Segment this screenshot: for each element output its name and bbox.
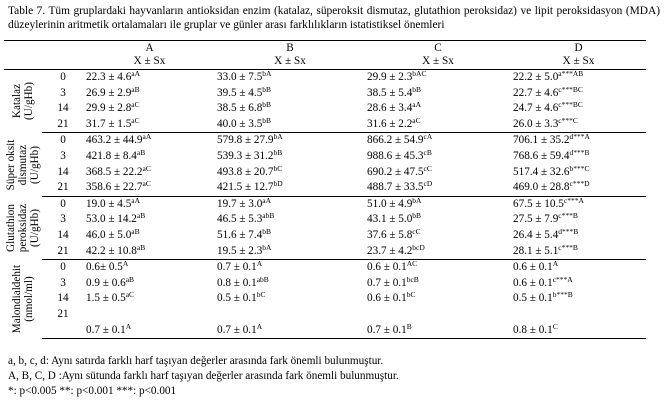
significance-letters: c***A <box>563 195 584 205</box>
value-cell <box>365 291 511 307</box>
mean-sd-value: 33.0 ± 7.5 <box>217 71 263 83</box>
mean-sd-value: 19.7 ± 3.0 <box>217 197 263 210</box>
value-cell <box>84 212 215 228</box>
significance-letters: bD <box>273 179 283 189</box>
value-cell <box>215 323 365 339</box>
mean-sd-value: 29.9 ± 2.8 <box>86 102 132 115</box>
significance-letters: bB <box>273 147 283 157</box>
mean-sd-value: 0.6 ± 0.1 <box>513 261 553 274</box>
mean-sd-value: 0.9 ± 0.6 <box>86 276 126 289</box>
significance-letters: cC <box>423 163 432 173</box>
stat-label: X ± Sx <box>511 55 646 70</box>
table-row <box>4 260 646 276</box>
value-cell <box>215 133 365 149</box>
significance-letters: aC <box>125 290 135 300</box>
value-cell <box>84 149 215 165</box>
day-cell: 21 <box>57 307 69 320</box>
day-cell: 0 <box>60 197 66 210</box>
significance-letters: aA <box>131 69 141 78</box>
mean-sd-value: 0.7 ± 0.1 <box>86 323 126 336</box>
value-cell <box>511 70 646 86</box>
value-cell <box>365 260 511 276</box>
significance-letters: d***A <box>569 132 590 142</box>
value-cell <box>215 244 365 260</box>
significance-letters: aA <box>262 195 272 205</box>
table-header <box>4 41 646 70</box>
stat-label: X ± Sx <box>84 55 215 70</box>
mean-sd-value: 517.4 ± 32.6 <box>513 165 570 178</box>
mean-sd-value: 866.2 ± 54.9 <box>367 134 424 147</box>
mean-sd-value: 368.5 ± 22.2 <box>86 165 143 178</box>
mean-sd-value: 27.5 ± 7.9 <box>513 213 559 226</box>
value-cell <box>365 133 511 149</box>
significance-letters: bcD <box>412 242 425 252</box>
significance-letters: A <box>552 259 559 269</box>
significance-letters: bA <box>262 242 272 252</box>
value-cell <box>215 70 365 86</box>
value-cell <box>365 244 511 260</box>
significance-letters: cC <box>412 226 421 236</box>
mean-sd-value: 539.3 ± 31.2 <box>217 149 274 162</box>
mean-sd-value: 46.5 ± 5.3 <box>217 213 263 226</box>
mean-sd-value: 28.6 ± 3.4 <box>367 102 413 115</box>
mean-sd-value: 0.7 ± 0.1 <box>217 323 257 336</box>
group-label-line: peroksidaz <box>17 203 29 253</box>
day-cell: 21 <box>42 180 84 196</box>
value-cell <box>365 228 511 244</box>
value-cell <box>215 149 365 165</box>
significance-letters: bC <box>406 290 416 300</box>
significance-letters: aB <box>125 274 135 284</box>
significance-letters: bcB <box>406 274 419 284</box>
mean-sd-value: 38.5 ± 5.4 <box>367 86 413 99</box>
significance-letters: aB <box>131 226 140 236</box>
mean-sd-value: 0.8 ± 0.1 <box>513 323 553 336</box>
value-cell <box>511 101 646 117</box>
mean-sd-value: 40.0 ± 3.5 <box>217 117 263 130</box>
value-cell <box>84 276 215 292</box>
mean-sd-value: 0.7 ± 0.1 <box>367 323 407 336</box>
day-cell: 3 <box>60 276 66 289</box>
mean-sd-value: 22.3 ± 4.6 <box>86 71 132 83</box>
table-row <box>4 276 646 292</box>
group-1 <box>4 70 646 133</box>
significance-letters: b***C <box>569 163 590 173</box>
significance-letters: bA <box>273 132 283 142</box>
group-label-line: Malondialdehit <box>11 264 23 334</box>
value-cell <box>365 323 511 339</box>
mean-sd-value: 706.1 ± 35.2 <box>513 134 570 147</box>
table-row <box>4 307 646 323</box>
significance-letters: aC <box>131 115 140 125</box>
group-4 <box>4 260 646 339</box>
mean-sd-value: 1.5 ± 0.5 <box>86 292 126 305</box>
significance-letters: aA <box>412 100 422 110</box>
mean-sd-value: 39.5 ± 4.5 <box>217 86 263 99</box>
significance-letters: A <box>125 321 132 331</box>
significance-letters: A <box>122 259 129 269</box>
results-table <box>4 40 646 339</box>
mean-sd-value: 26.4 ± 5.4 <box>513 228 559 241</box>
group-label-line: Katalaz <box>11 84 23 119</box>
value-cell <box>511 196 646 212</box>
mean-sd-value: 0.7 ± 0.1 <box>217 261 257 274</box>
mean-sd-value: 469.0 ± 28.8 <box>513 181 570 194</box>
group-2 <box>4 133 646 196</box>
mean-sd-value: 51.6 ± 7.4 <box>217 228 263 241</box>
column-header-d: D <box>511 41 646 56</box>
footnote-column-letters: A, B, C, D :Aynı sütunda farklı harf taşıyan değerler arasında fark önemli bulunmuştur. <box>8 370 399 382</box>
value-cell <box>84 260 215 276</box>
significance-letters: b***B <box>552 290 573 300</box>
value-cell <box>365 117 511 133</box>
significance-letters: c***C <box>558 115 578 125</box>
significance-letters: bB <box>262 84 272 94</box>
value-cell <box>215 276 365 292</box>
table-row <box>4 149 646 165</box>
value-cell <box>215 291 365 307</box>
value-cell <box>84 228 215 244</box>
group-label-line: dismutaz <box>17 144 29 185</box>
mean-sd-value: 579.8 ± 27.9 <box>217 134 274 147</box>
column-header-a: A <box>84 41 215 56</box>
table-row <box>4 70 646 86</box>
significance-letters: aC <box>142 163 151 173</box>
mean-sd-value: 24.7 ± 4.6 <box>513 102 559 115</box>
group-label-line: Glutathion <box>5 204 17 252</box>
column-header-b: B <box>215 41 365 56</box>
mean-sd-value: 0.6± 0.5 <box>86 261 123 274</box>
significance-letters: aA <box>131 195 141 205</box>
significance-letters: aA <box>142 132 152 142</box>
mean-sd-value: 23.7 ± 4.2 <box>367 244 413 257</box>
day-cell: 0 <box>60 134 66 147</box>
significance-letters: C <box>552 321 558 331</box>
significance-letters: bC <box>273 163 283 173</box>
mean-sd-value: 0.6 ± 0.1 <box>367 292 407 305</box>
value-cell <box>215 196 365 212</box>
significance-letters: c***A <box>552 274 573 284</box>
day-cell <box>42 323 84 339</box>
column-header-c: C <box>365 41 511 56</box>
value-cell <box>84 180 215 196</box>
value-cell <box>215 307 365 323</box>
significance-letters: A <box>256 321 263 331</box>
value-cell <box>84 307 215 323</box>
significance-letters: cB <box>423 147 432 157</box>
significance-letters: abB <box>256 274 269 284</box>
mean-sd-value: 42.2 ± 10.8 <box>86 244 137 257</box>
significance-letters: bB <box>262 115 272 125</box>
significance-letters: c***BC <box>558 100 583 110</box>
group-label-line: (U/gHb) <box>23 82 35 121</box>
day-cell: 0 <box>60 71 66 83</box>
significance-letters: bA <box>262 69 272 78</box>
significance-letters: c***B <box>558 242 578 252</box>
table-row <box>4 244 646 260</box>
table-row <box>4 86 646 102</box>
significance-letters: bB <box>262 100 272 110</box>
significance-letters: abB <box>262 211 275 221</box>
table-row <box>4 101 646 117</box>
mean-sd-value: 988.6 ± 45.3 <box>367 149 424 162</box>
value-cell <box>511 323 646 339</box>
significance-letters: bAC <box>412 69 427 78</box>
value-cell <box>365 196 511 212</box>
significance-letters: d***B <box>569 147 590 157</box>
value-cell <box>511 307 646 323</box>
mean-sd-value: 690.2 ± 47.5 <box>367 165 424 178</box>
day-cell: 21 <box>42 117 84 133</box>
day-cell: 14 <box>57 228 69 241</box>
significance-letters: aB <box>136 242 146 252</box>
mean-sd-value: 22.2 ± 5.0 <box>513 71 559 83</box>
mean-sd-value: 0.6 ± 0.1 <box>513 276 553 289</box>
mean-sd-value: 488.7 ± 33.5 <box>367 181 424 194</box>
value-cell <box>511 149 646 165</box>
mean-sd-value: 29.9 ± 2.3 <box>367 71 413 83</box>
value-cell <box>511 244 646 260</box>
value-cell <box>84 196 215 212</box>
stat-label: X ± Sx <box>215 55 365 70</box>
value-cell <box>84 244 215 260</box>
significance-letters: bA <box>412 195 422 205</box>
table-footnotes <box>8 354 399 399</box>
day-cell: 3 <box>60 86 66 99</box>
value-cell <box>84 70 215 86</box>
mean-sd-value: 46.0 ± 5.0 <box>86 228 132 241</box>
significance-letters: B <box>406 321 412 331</box>
value-cell <box>365 276 511 292</box>
table-row <box>4 180 646 196</box>
table-caption: Table 7. Tüm gruplardaki hayvanların antioksidan enzim (katalaz, süperoksit dismutaz, glutathion peroksidaz) ve lipit peroksidasyon (MDA) düzeylerinin aritmetik ortalamaları ile gruplar ve günler arası farklılıkların istatistiksel önemleri <box>8 5 660 31</box>
mean-sd-value: 22.7 ± 4.6 <box>513 86 559 99</box>
mean-sd-value: 421.8 ± 8.4 <box>86 149 137 162</box>
day-cell: 14 <box>57 292 69 305</box>
value-cell <box>511 228 646 244</box>
value-cell <box>215 180 365 196</box>
significance-letters: d***B <box>558 226 579 236</box>
significance-letters: aC <box>142 179 151 189</box>
value-cell <box>215 212 365 228</box>
day-cell: 14 <box>57 102 69 115</box>
value-cell <box>511 86 646 102</box>
group-label-line: Süper oksit <box>5 139 17 190</box>
table-row <box>4 228 646 244</box>
value-cell <box>365 149 511 165</box>
mean-sd-value: 19.0 ± 4.5 <box>86 197 132 210</box>
table-row <box>4 212 646 228</box>
mean-sd-value: 38.5 ± 6.8 <box>217 102 263 115</box>
value-cell <box>511 212 646 228</box>
value-cell <box>365 307 511 323</box>
value-cell <box>511 133 646 149</box>
mean-sd-value: 421.5 ± 12.7 <box>217 181 274 194</box>
significance-letters: c***D <box>569 179 590 189</box>
mean-sd-value: 0.8 ± 0.1 <box>217 276 257 289</box>
group-label <box>4 133 42 196</box>
value-cell <box>215 117 365 133</box>
value-cell <box>215 101 365 117</box>
day-cell: 3 <box>60 149 66 162</box>
significance-letters: bC <box>256 290 266 300</box>
significance-letters: bB <box>262 226 272 236</box>
table-row <box>4 291 646 307</box>
value-cell <box>365 86 511 102</box>
significance-letters: c***B <box>558 211 578 221</box>
day-cell: 3 <box>60 213 66 226</box>
value-cell <box>365 165 511 181</box>
significance-letters: cD <box>423 179 433 189</box>
footnote-row-letters: a, b, c, d: Aynı satırda farklı harf taşıyan değerler arasında fark önemli bulunmuştur. <box>8 355 384 367</box>
group-label <box>4 260 42 339</box>
significance-letters: bB <box>412 211 422 221</box>
mean-sd-value: 26.0 ± 3.3 <box>513 117 559 130</box>
day-cell: 0 <box>60 261 66 274</box>
value-cell <box>511 291 646 307</box>
table-row <box>4 133 646 149</box>
value-cell <box>511 117 646 133</box>
value-cell <box>84 323 215 339</box>
mean-sd-value: 26.9 ± 2.9 <box>86 86 132 99</box>
value-cell <box>84 165 215 181</box>
mean-sd-value: 37.6 ± 5.8 <box>367 228 413 241</box>
mean-sd-value: 0.5 ± 0.1 <box>217 292 257 305</box>
value-cell <box>215 228 365 244</box>
table-row <box>4 196 646 212</box>
value-cell <box>84 101 215 117</box>
mean-sd-value: 51.0 ± 4.9 <box>367 197 413 210</box>
value-cell <box>215 86 365 102</box>
group-label-line: (U/gHb) <box>29 208 41 247</box>
significance-letters: A <box>256 259 263 269</box>
significance-letters: aB <box>131 84 140 94</box>
value-cell <box>215 260 365 276</box>
value-cell <box>511 260 646 276</box>
significance-letters: a***AB <box>558 69 584 78</box>
day-cell: 14 <box>57 165 69 178</box>
group-label-line: (nmol/ml) <box>23 276 35 322</box>
significance-letters: aC <box>131 100 140 110</box>
significance-letters: c***BC <box>558 84 583 94</box>
value-cell <box>215 165 365 181</box>
value-cell <box>511 180 646 196</box>
group-label <box>4 70 42 133</box>
mean-sd-value: 43.1 ± 5.0 <box>367 213 413 226</box>
value-cell <box>84 86 215 102</box>
mean-sd-value: 0.6 ± 0.1 <box>367 261 407 274</box>
mean-sd-value: 768.6 ± 59.4 <box>513 149 570 162</box>
significance-letters: aB <box>136 211 146 221</box>
group-label-line: (U/gHb) <box>29 145 41 184</box>
value-cell <box>84 291 215 307</box>
mean-sd-value: 31.6 ± 2.2 <box>367 117 413 130</box>
mean-sd-value: 53.0 ± 14.2 <box>86 213 137 226</box>
footnote-significance: *: p<0.005 **: p<0.001 ***: p<0.001 <box>8 385 177 397</box>
mean-sd-value: 0.5 ± 0.1 <box>513 292 553 305</box>
group-3 <box>4 196 646 259</box>
value-cell <box>511 276 646 292</box>
value-cell <box>365 101 511 117</box>
mean-sd-value: 19.5 ± 2.3 <box>217 244 263 257</box>
significance-letters: bB <box>412 84 422 94</box>
value-cell <box>511 165 646 181</box>
mean-sd-value: 28.1 ± 5.1 <box>513 244 559 257</box>
value-cell <box>84 117 215 133</box>
table-row <box>4 323 646 339</box>
significance-letters: AC <box>406 259 418 269</box>
mean-sd-value: 0.7 ± 0.1 <box>367 276 407 289</box>
mean-sd-value: 463.2 ± 44.9 <box>86 134 143 147</box>
stat-label: X ± Sx <box>365 55 511 70</box>
value-cell <box>365 212 511 228</box>
mean-sd-value: 358.6 ± 22.7 <box>86 181 143 194</box>
value-cell <box>84 133 215 149</box>
significance-letters: cA <box>423 132 433 142</box>
day-cell: 21 <box>42 244 84 260</box>
value-cell <box>365 70 511 86</box>
mean-sd-value: 493.8 ± 20.7 <box>217 165 274 178</box>
mean-sd-value: 67.5 ± 10.5 <box>513 197 564 210</box>
table-row <box>4 165 646 181</box>
value-cell <box>365 180 511 196</box>
table-row <box>4 117 646 133</box>
significance-letters: aC <box>412 115 421 125</box>
mean-sd-value: 31.7 ± 1.5 <box>86 117 132 130</box>
significance-letters: aB <box>136 147 146 157</box>
group-label <box>4 196 42 259</box>
